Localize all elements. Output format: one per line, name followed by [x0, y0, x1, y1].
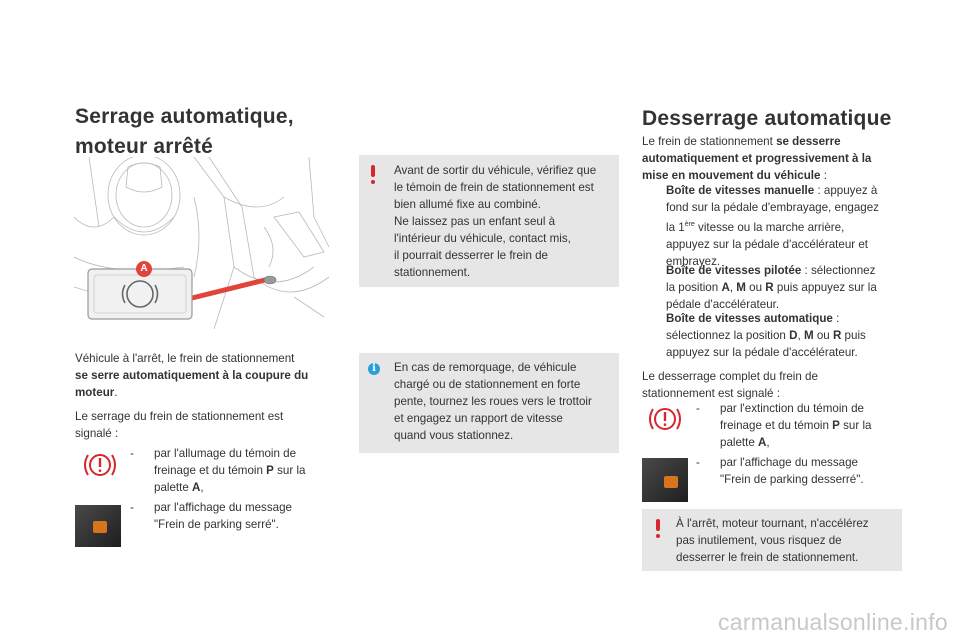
info-icon: i	[368, 363, 380, 375]
parking-brake-illustration	[74, 157, 334, 329]
watermark: carmanualsonline.info	[717, 609, 948, 635]
warning-exclamation-icon	[369, 165, 377, 185]
paragraph-desserrage-intro: Le frein de stationnement se desserre automatiquement et progressivement à la mise en mouvement du véhicule :	[642, 135, 872, 182]
info-note-box	[359, 353, 619, 453]
title-serrage: Serrage automatique, moteur arrêté	[75, 105, 294, 158]
parking-message-screen-image	[75, 505, 121, 547]
dashboard-sketch	[74, 157, 334, 329]
paragraph-desserrage-signale: Le desserrage complet du frein de stationnement est signalé :	[642, 370, 818, 400]
warning-note-box	[359, 155, 619, 287]
warning-note-box-accelerate	[642, 509, 902, 571]
warning-exclamation-icon	[654, 519, 662, 539]
paragraph-signale: Le serrage du frein de stationnement est signalé :	[75, 410, 284, 440]
parking-message-screen-image	[642, 458, 688, 502]
info-note-text: En cas de remorquage, de véhicule chargé ou de stationnement en forte pente, tournez les roues vers le trottoir et engagez un rapport de vitesse quand vous stationnez.	[394, 361, 592, 442]
brake-warning-lamp-icon	[645, 404, 685, 434]
orange-p-button-icon	[93, 521, 107, 533]
paragraph-serrage-auto: Véhicule à l'arrêt, le frein de stationnement se serre automatiquement à la coupure du moteur.	[75, 352, 309, 399]
title-desserrage: Desserrage automatique	[642, 107, 892, 130]
warning-accelerate-text: À l'arrêt, moteur tournant, n'accélérez pas inutilement, vous risquez de desserrer le frein de stationnement.	[676, 517, 869, 564]
brake-warning-lamp-icon	[80, 450, 120, 480]
callout-a-badge: A	[136, 261, 152, 277]
orange-p-button-icon	[664, 476, 678, 488]
warning-note-text: Avant de sortir du véhicule, vérifiez que le témoin de frein de stationnement est bien allumé fixe au combiné. Ne laissez pas un enfant seul à l'intérieur du véhicule, contact mis, il pourrait desserrer le frein de stationnement.	[394, 164, 597, 279]
